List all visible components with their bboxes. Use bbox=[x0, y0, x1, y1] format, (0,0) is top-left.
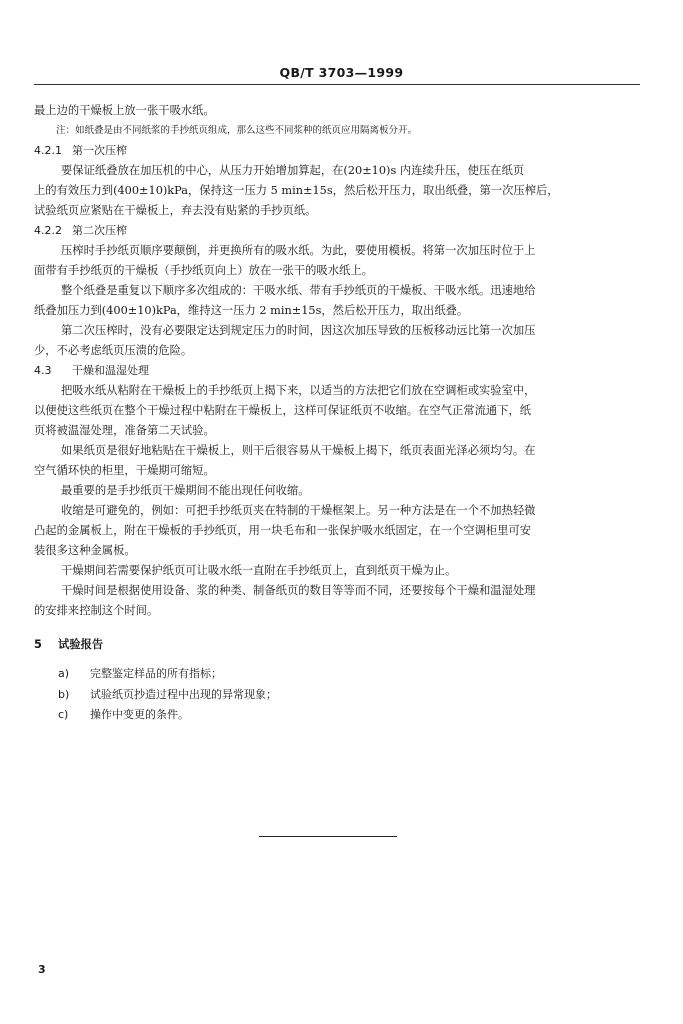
paragraph-line: 上的有效压力到(400±10)kPa，保持这一压力 5 min±15s，然后松开压力，取出纸叠，第一次压榨后， bbox=[34, 184, 559, 197]
section-title: 干燥和温湿处理 bbox=[72, 364, 149, 377]
list-marker: c) bbox=[58, 708, 69, 721]
paragraph-line: 压榨时手抄纸页顺序要颠倒，并更换所有的吸水纸。为此，要使用模板。将第一次加压时位于上 bbox=[61, 244, 536, 257]
section-number: 4.2.2 bbox=[34, 224, 62, 237]
list-marker: a) bbox=[58, 667, 70, 680]
section-title: 第一次压榨 bbox=[72, 144, 127, 157]
paragraph-line: 把吸水纸从粘附在干燥板上的手抄纸页上揭下来，以适当的方法把它们放在空调柜或实验室中， bbox=[61, 384, 536, 397]
paragraph-line: 要保证纸叠放在加压机的中心，从压力开始增加算起，在(20±10)s 内连续升压，使压在纸页 bbox=[61, 164, 525, 177]
section-number: 4.3 bbox=[34, 364, 52, 377]
section-heading-4-2-2 bbox=[34, 221, 640, 241]
section-heading-4-2-1 bbox=[34, 141, 640, 161]
paragraph-line: 最重要的是手抄纸页干燥期间不能出现任何收缩。 bbox=[61, 484, 310, 497]
paragraph-line: 干燥期间若需要保护纸页可让吸水纸一直附在手抄纸页上，直到纸页干燥为止。 bbox=[61, 564, 457, 577]
section-title: 第二次压榨 bbox=[72, 224, 127, 237]
paragraph-line: 收缩是可避免的，例如：可把手抄纸页夹在特制的干燥框架上。另一种方法是在一个不加热轻微 bbox=[61, 504, 536, 517]
list-item bbox=[34, 685, 640, 706]
paragraph-line: 的安排来控制这个时间。 bbox=[34, 604, 159, 617]
note-line: 注：如纸叠是由不同纸浆的手抄纸页组成，那么这些不同浆种的纸页应用隔离板分开。 bbox=[56, 125, 418, 136]
paragraph-line: 页将被温湿处理，准备第二天试验。 bbox=[34, 424, 215, 437]
paragraph-line: 如果纸页是很好地粘贴在干燥板上，则干后很容易从干燥板上揭下，纸页表面光泽必须均匀。在 bbox=[61, 444, 536, 457]
paragraph-line: 纸叠加压力到(400±10)kPa，维持这一压力 2 min±15s，然后松开压力，取出纸叠。 bbox=[34, 304, 469, 317]
section-number: 5 bbox=[34, 638, 42, 651]
page-number: 3 bbox=[38, 963, 46, 976]
list-item-text: 完整鉴定样品的所有指标； bbox=[90, 667, 222, 680]
header-rule bbox=[34, 84, 640, 85]
list-item bbox=[34, 705, 640, 726]
paragraph-line: 空气循环快的柜里，干燥期可缩短。 bbox=[34, 464, 215, 477]
paragraph-line: 装很多这种金属板。 bbox=[34, 544, 136, 557]
paragraph-line: 以便使这些纸页在整个干燥过程中粘附在干燥板上，这样可保证纸页不收缩。在空气正常流通下，纸 bbox=[34, 404, 532, 417]
paragraph-line: 干燥时间是根据使用设备、浆的种类、制备纸页的数目等等而不同，还要按每个干燥和温湿处理 bbox=[61, 584, 536, 597]
paragraph-line: 第二次压榨时，没有必要限定达到规定压力的时间，因这次加压导致的压板移动远比第一次加压 bbox=[61, 324, 536, 337]
list-marker: b) bbox=[58, 687, 70, 701]
body-text bbox=[34, 101, 640, 726]
list-item-text: 操作中变更的条件。 bbox=[90, 708, 189, 721]
section-heading-4-3 bbox=[34, 361, 640, 381]
list-item-text: 试验纸页抄造过程中出现的异常现象； bbox=[90, 687, 277, 701]
paragraph-line: 少，不必考虑纸页压溃的危险。 bbox=[34, 344, 193, 357]
section-title: 试验报告 bbox=[58, 637, 104, 651]
paragraph-line: 最上边的干燥板上放一张干吸水纸。 bbox=[34, 104, 215, 117]
section-number: 4.2.1 bbox=[34, 144, 62, 157]
end-of-standard-rule bbox=[259, 836, 397, 837]
standard-code-header: QB/T 3703—1999 bbox=[279, 65, 404, 80]
paragraph-line: 试验纸页应紧贴在干燥板上，弃去没有贴紧的手抄页纸。 bbox=[34, 204, 317, 217]
list-item bbox=[34, 664, 640, 685]
paragraph-line: 凸起的金属板上，附在干燥板的手抄纸页，用一块毛布和一张保护吸水纸固定，在一个空调柜里可安 bbox=[34, 524, 532, 537]
paragraph-line: 面带有手抄纸页的干燥板（手抄纸页向上）放在一张干的吸水纸上。 bbox=[34, 264, 373, 277]
section-heading-5 bbox=[34, 634, 640, 655]
paragraph-line: 整个纸叠是重复以下顺序多次组成的：干吸水纸、带有手抄纸页的干燥板、干吸水纸。迅速地给 bbox=[61, 284, 536, 297]
